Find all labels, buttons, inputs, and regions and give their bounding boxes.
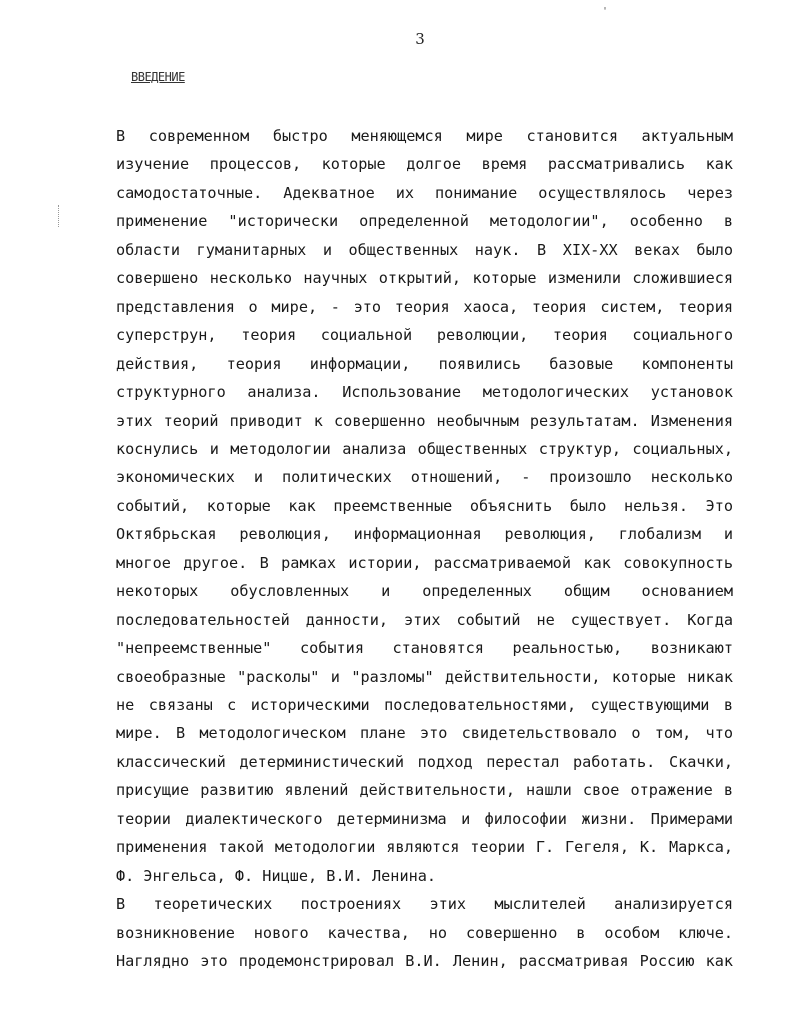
text-line: присущие развитию явлений действительности, нашли свое отражение в (116, 781, 733, 800)
top-mark: ' (602, 6, 609, 17)
text-line: применения такой методологии являются теории Г. Гегеля, К. Маркса, (116, 838, 733, 857)
text-line: В теоретических построениях этих мыслителей анализируется (116, 895, 733, 914)
text-line: Ф. Энгельса, Ф. Ницше, В.И. Ленина. (116, 866, 437, 885)
text-line: применение "исторически определенной методологии", особенно в (116, 212, 733, 231)
text-line: Октябрьская революция, информационная революция, глобализм и (116, 525, 733, 544)
text-line: теории диалектического детерминизма и философии жизни. Примерами (116, 809, 733, 828)
text-line: возникновение нового качества, но совершенно в особом ключе. (116, 923, 733, 942)
text-line: изучение процессов, которые долгое время рассматривались как (116, 155, 733, 174)
text-line: многое другое. В рамках истории, рассматриваемой как совокупность (116, 553, 733, 572)
text-line: мире. В методологическом плане это свидетельствовало о том, что (116, 724, 733, 743)
text-line: действия, теория информации, появились базовые компоненты (116, 354, 733, 373)
text-line: структурного анализа. Использование методологических установок (116, 383, 733, 402)
margin-mark (58, 205, 61, 227)
text-line: не связаны с историческими последовательностями, существующими в (116, 696, 733, 714)
text-line: событий, которые как преемственные объяснить было нельзя. Это (116, 496, 733, 515)
text-line: совершено несколько научных открытий, которые изменили сложившиеся (116, 269, 733, 288)
text-line: экономических и политических отношений, - произошло несколько (116, 468, 733, 487)
text-line: классический детерминистический подход перестал работать. Скачки, (116, 752, 733, 771)
text-line: "непреемственные" события становятся реальностью, возникают (116, 639, 733, 658)
text-line: представления о мире, - это теория хаоса, теория систем, теория (116, 297, 733, 316)
section-heading: ВВЕДЕНИЕ (131, 70, 185, 84)
text-line: некоторых обусловленных и определенных общим основанием (116, 582, 733, 601)
text-line: этих теорий приводит к совершенно необычным результатам. Изменения (116, 411, 733, 430)
text-line: области гуманитарных и общественных наук. В XIX-XX веках было (116, 240, 733, 259)
text-line: последовательностей данности, этих событий не существует. Когда (116, 610, 733, 629)
text-line: В современном быстро меняющемся мире становится актуальным (116, 127, 733, 145)
text-line: Наглядно это продемонстрировал В.И. Ленин, рассматривая Россию как (116, 952, 733, 971)
text-line: самодостаточные. Адекватное их понимание осуществлялось через (116, 183, 733, 202)
page-number: 3 (415, 30, 425, 48)
text-line: своеобразные "расколы" и "разломы" действительности, которые никак (116, 667, 733, 686)
text-line: коснулись и методологии анализа общественных структур, социальных, (116, 439, 733, 458)
text-line: суперструн, теория социальной революции, теория социального (116, 326, 733, 345)
